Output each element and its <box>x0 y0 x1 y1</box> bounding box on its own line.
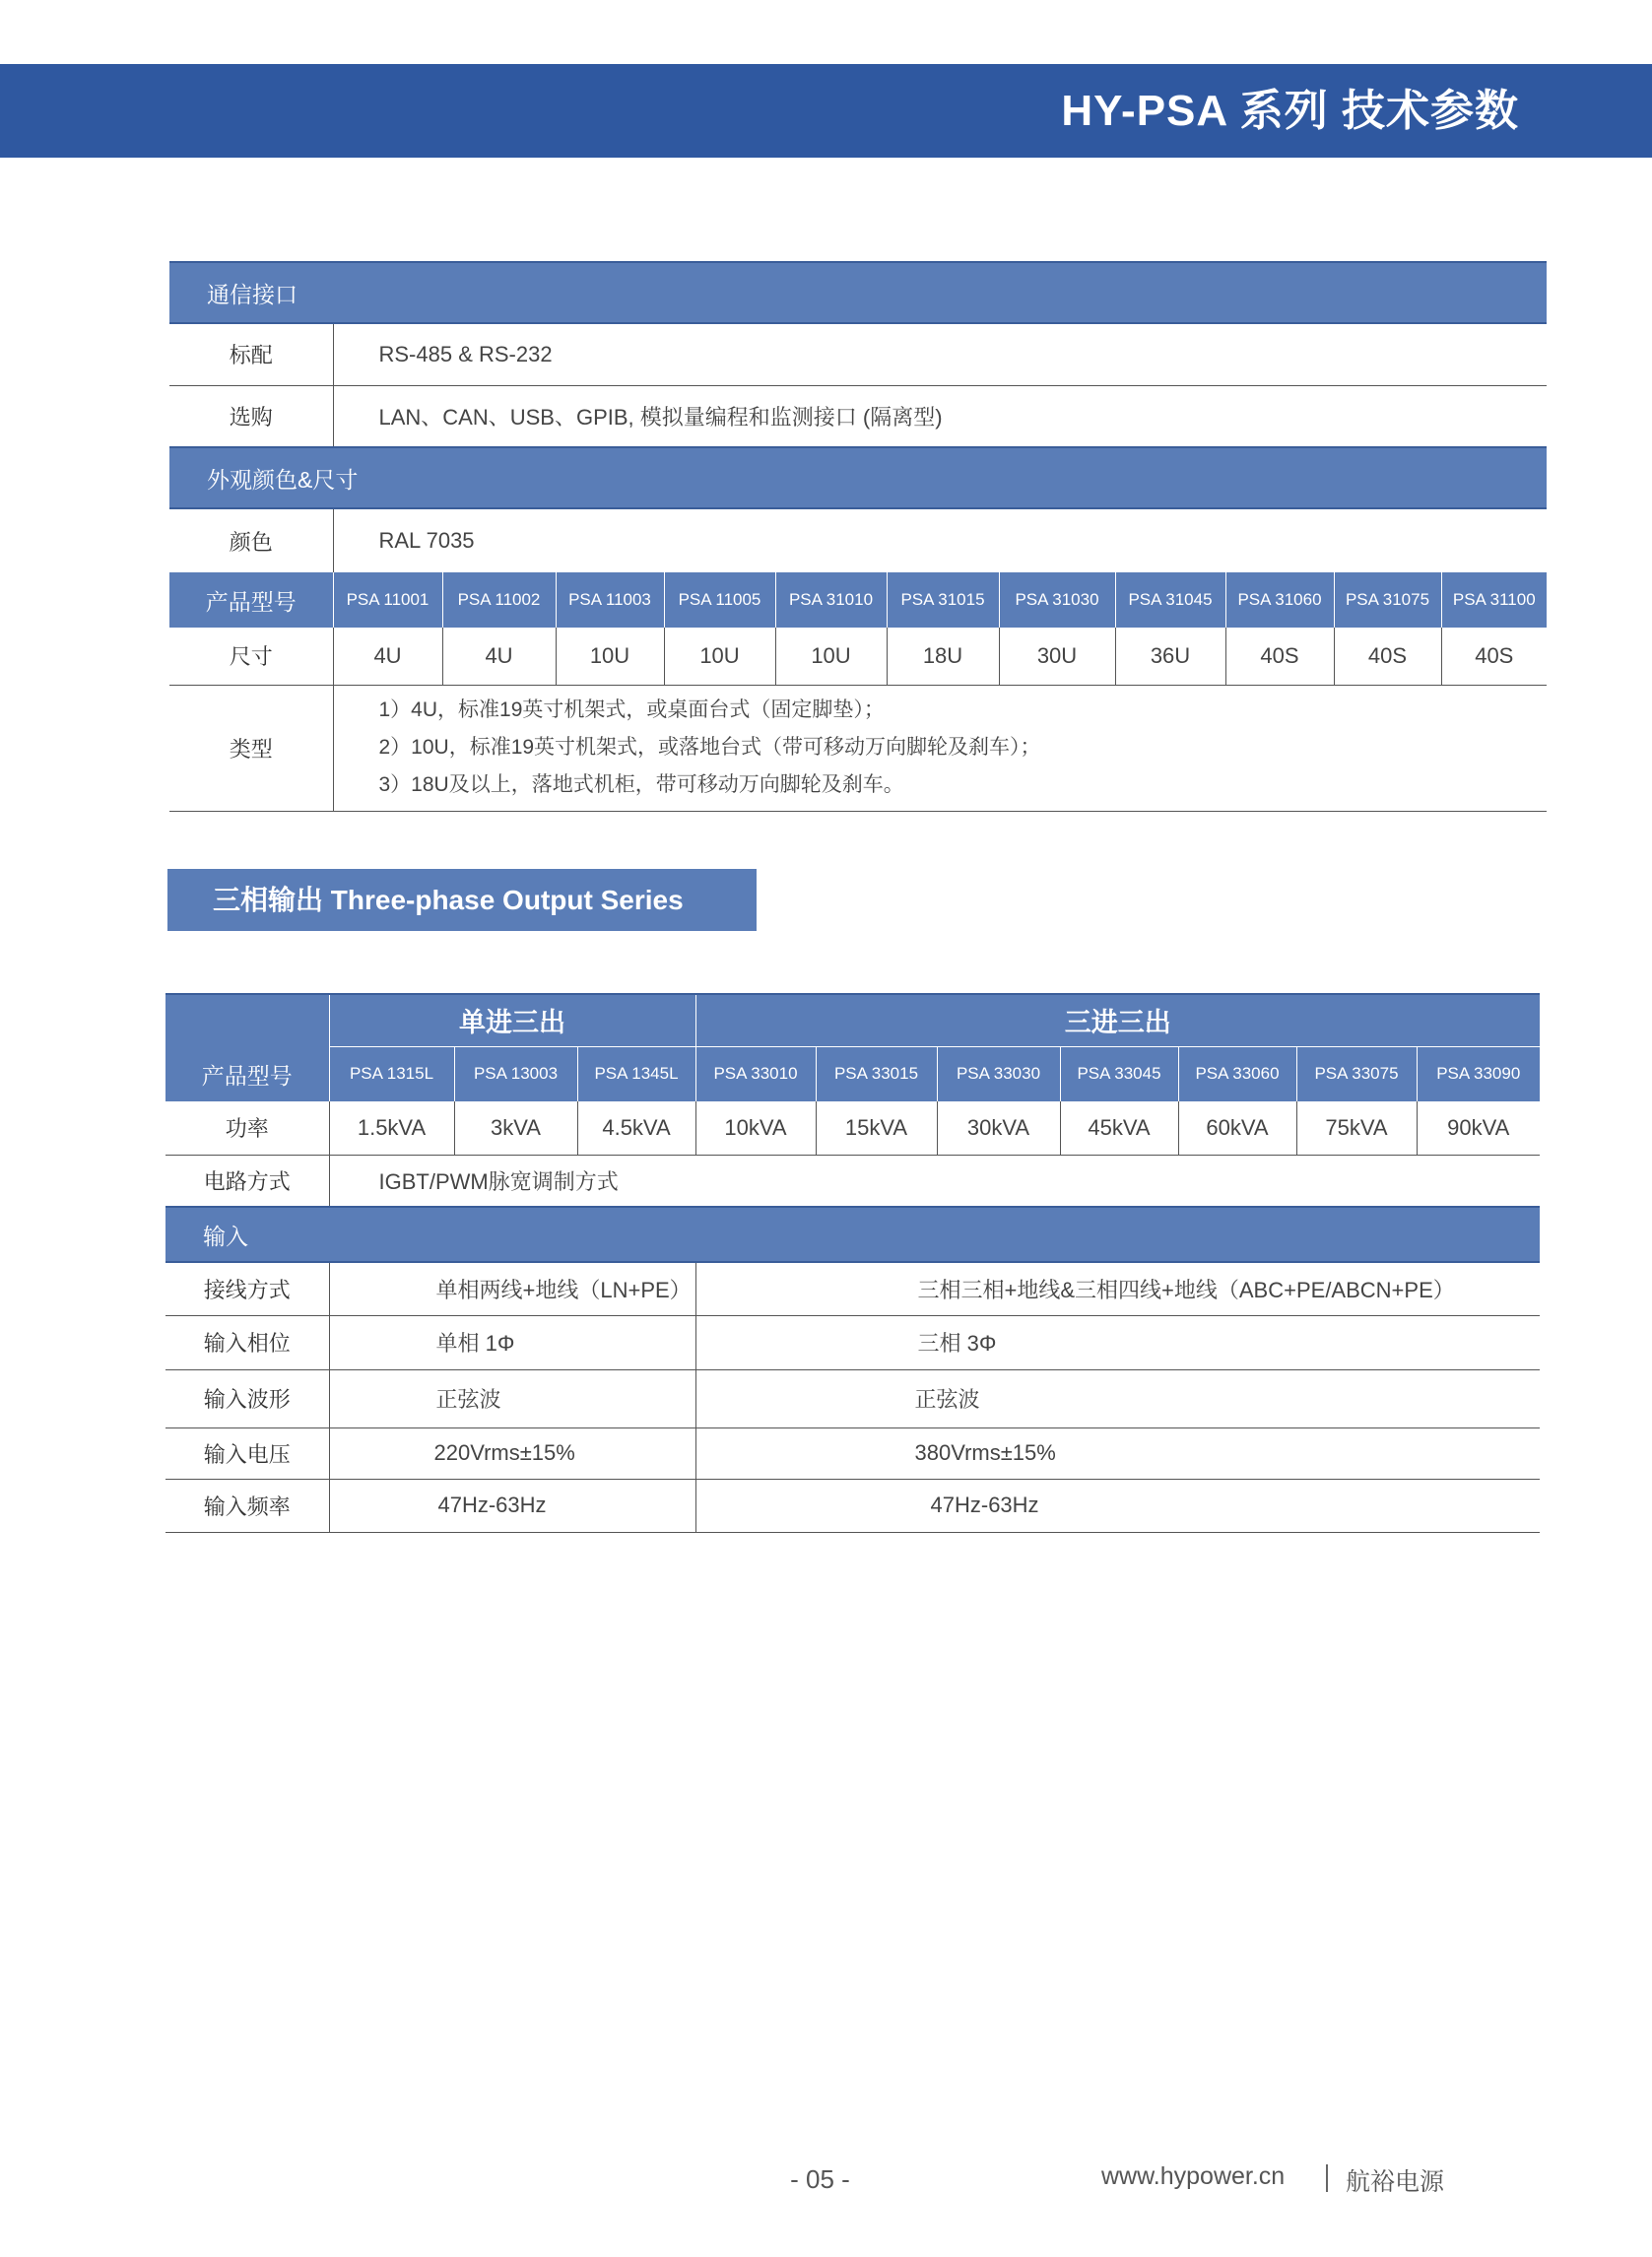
group-spacer <box>165 994 329 1046</box>
model-header: PSA 1315L <box>329 1046 454 1101</box>
power-cell: 60kVA <box>1178 1101 1296 1155</box>
size-cell: 10U <box>556 628 664 685</box>
spec-table-1 <box>169 261 1547 812</box>
model-header: PSA 31100 <box>1441 572 1547 628</box>
row-value-optional: LAN、CAN、USB、GPIB, 模拟量编程和监测接口 (隔离型) <box>378 404 943 430</box>
row-value-color: RAL 7035 <box>378 528 475 553</box>
row-label-wiring: 接线方式 <box>165 1262 329 1315</box>
group-three-to-three: 三进三出 <box>695 994 1540 1046</box>
frequency-single: 47Hz-63Hz <box>329 1479 695 1532</box>
footer-divider <box>1326 2164 1328 2192</box>
voltage-three: 380Vrms±15% <box>695 1427 1540 1479</box>
power-cell: 4.5kVA <box>577 1101 695 1155</box>
row-label-waveform: 输入波形 <box>165 1369 329 1427</box>
model-header: PSA 1345L <box>577 1046 695 1101</box>
voltage-single: 220Vrms±15% <box>329 1427 695 1479</box>
type-item: 1）4U，标准19英寸机架式，或桌面台式（固定脚垫）； <box>378 698 885 721</box>
section-badge: 三相输出 Three-phase Output Series <box>167 869 757 931</box>
model-header: PSA 33060 <box>1178 1046 1296 1101</box>
model-header: PSA 33075 <box>1296 1046 1417 1101</box>
power-cell: 15kVA <box>816 1101 937 1155</box>
model-header: PSA 11001 <box>333 572 442 628</box>
size-cell: 4U <box>333 628 442 685</box>
type-item: 3）18U及以上，落地式机柜，带可移动万向脚轮及刹车。 <box>378 773 904 796</box>
model-header: PSA 11003 <box>556 572 664 628</box>
model-header: PSA 13003 <box>454 1046 577 1101</box>
phase-single: 单相 1Φ <box>329 1315 695 1369</box>
models-label: 产品型号 <box>165 1046 329 1101</box>
section-comm: 通信接口 <box>169 262 1547 323</box>
power-cell: 45kVA <box>1060 1101 1178 1155</box>
power-cell: 90kVA <box>1417 1101 1540 1155</box>
size-cell: 10U <box>664 628 775 685</box>
page-title: HY-PSA 系列 技术参数 <box>1061 87 1519 135</box>
size-cell: 40S <box>1225 628 1334 685</box>
wiring-single: 单相两线+地线（LN+PE） <box>329 1262 695 1315</box>
section-input: 输入 <box>165 1207 1540 1262</box>
size-cell: 40S <box>1441 628 1547 685</box>
group-single-to-three: 单进三出 <box>329 994 695 1046</box>
power-cell: 30kVA <box>937 1101 1060 1155</box>
row-label-phase: 输入相位 <box>165 1315 329 1369</box>
model-header: PSA 33030 <box>937 1046 1060 1101</box>
model-header: PSA 11002 <box>442 572 556 628</box>
waveform-three: 正弦波 <box>695 1369 1540 1427</box>
type-list <box>333 685 1547 811</box>
size-cell: 36U <box>1115 628 1225 685</box>
footer-brand: 航裕电源 <box>1346 2168 1445 2196</box>
model-header: PSA 31075 <box>1334 572 1441 628</box>
phase-three: 三相 3Φ <box>695 1315 1540 1369</box>
model-header: PSA 11005 <box>664 572 775 628</box>
size-cell: 18U <box>887 628 999 685</box>
model-header: PSA 31010 <box>775 572 887 628</box>
size-cell: 40S <box>1334 628 1441 685</box>
row-label-size: 尺寸 <box>169 628 333 685</box>
waveform-single: 正弦波 <box>329 1369 695 1427</box>
footer-website: www.hypower.cn <box>1101 2162 1286 2190</box>
wiring-three: 三相三相+地线&三相四线+地线（ABC+PE/ABCN+PE） <box>695 1262 1540 1315</box>
model-header: PSA 33015 <box>816 1046 937 1101</box>
power-cell: 10kVA <box>695 1101 816 1155</box>
model-header: PSA 33010 <box>695 1046 816 1101</box>
spec-table-2 <box>165 993 1540 1533</box>
row-label-type: 类型 <box>169 685 333 811</box>
size-cell: 30U <box>999 628 1115 685</box>
models-label: 产品型号 <box>169 572 333 628</box>
row-label-color: 颜色 <box>169 508 333 572</box>
model-header: PSA 33045 <box>1060 1046 1178 1101</box>
power-cell: 1.5kVA <box>329 1101 454 1155</box>
power-cell: 3kVA <box>454 1101 577 1155</box>
model-header: PSA 31030 <box>999 572 1115 628</box>
row-label-optional: 选购 <box>169 385 333 447</box>
row-label-voltage: 输入电压 <box>165 1427 329 1479</box>
size-cell: 10U <box>775 628 887 685</box>
model-header: PSA 31045 <box>1115 572 1225 628</box>
row-value-standard: RS-485 & RS-232 <box>333 323 1547 385</box>
model-header: PSA 31060 <box>1225 572 1334 628</box>
frequency-three: 47Hz-63Hz <box>695 1479 1540 1532</box>
size-cell: 4U <box>442 628 556 685</box>
section-appearance: 外观颜色&尺寸 <box>169 447 1547 508</box>
model-header: PSA 33090 <box>1417 1046 1540 1101</box>
row-label-standard: 标配 <box>169 323 333 385</box>
type-item: 2）10U，标准19英寸机架式，或落地台式（带可移动万向脚轮及刹车）； <box>378 736 1041 759</box>
row-label-power: 功率 <box>165 1101 329 1155</box>
row-value-circuit: IGBT/PWM脉宽调制方式 <box>378 1168 619 1194</box>
page-number: - 05 - <box>790 2164 850 2194</box>
row-label-circuit: 电路方式 <box>165 1155 329 1207</box>
row-label-frequency: 输入频率 <box>165 1479 329 1532</box>
model-header: PSA 31015 <box>887 572 999 628</box>
power-cell: 75kVA <box>1296 1101 1417 1155</box>
